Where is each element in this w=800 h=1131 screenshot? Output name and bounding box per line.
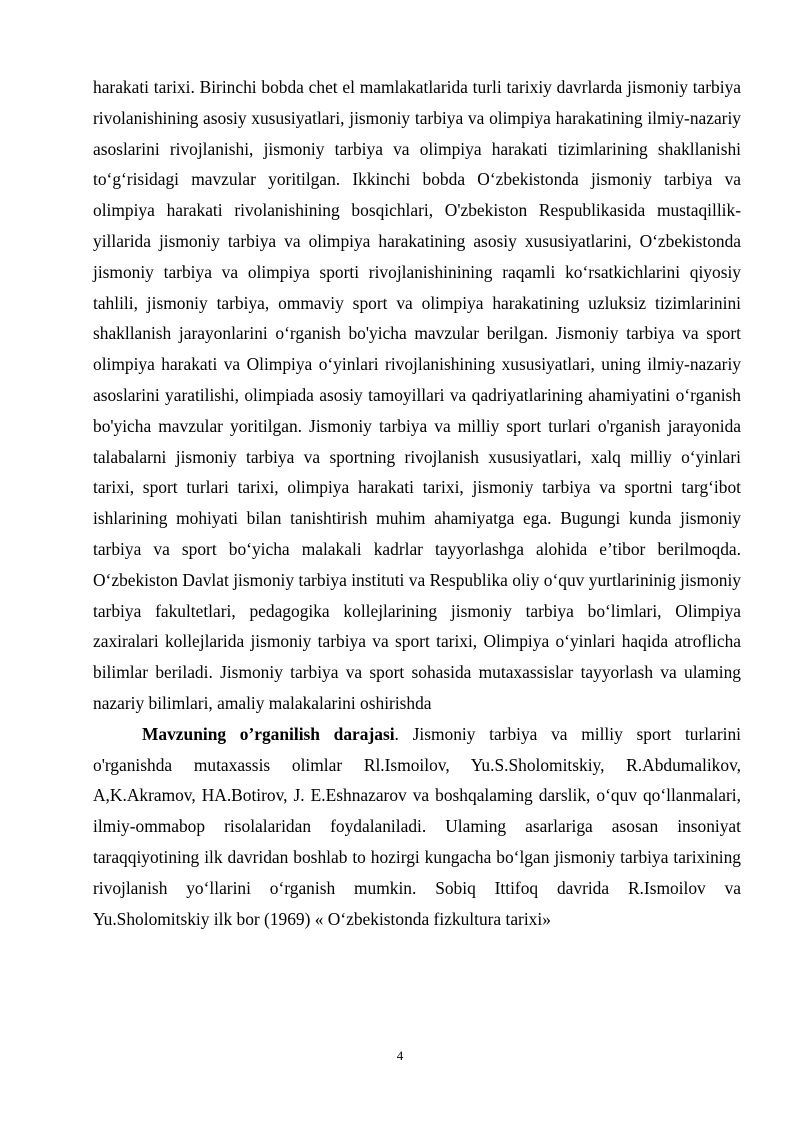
paragraph-lead-heading: Mavzuning o’rganilish darajasi [142,723,395,744]
body-text [93,72,741,934]
paragraph-text: harakati tarixi. Birinchi bobda chet el mamlakatlarida turli tarixiy davrlarda jismoniy tarbiya rivolanishining asosiy xususiyatlari, jismoniy tarbiya va olimpiya harakatining ilmiy-nazariy asoslarini rivojlanishi, jismoniy tarbiya va olimpiya harakati tizimlarining shakllanishi to‘g‘risidagi mavzular yoritilgan. Ikkinchi bobda O‘zbekistonda jismoniy tarbiya va olimpiya harakati rivolanishining bosqichlari, O'zbekiston Respublikasida mustaqillik-yillarida jismoniy tarbiya va olimpiya harakatining asosiy xususiyatlarini, O‘zbekistonda jismoniy tarbiya va olimpiya sporti rivojlanishinining raqamli ko‘rsatkichlarini qiyosiy tahlili, jismoniy tarbiya, ommaviy sport va olimpiya harakatining uzluksiz tizimlarinini shakllanish jarayonlarini o‘rganish bo'yicha mavzular berilgan. Jismoniy tarbiya va sport olimpiya harakati va Olimpiya o‘yinlari rivojlanishining xususiyatlari, uning ilmiy-nazariy asoslarini yaratilishi, olimpiada asosiy tamoyillari va qadriyatlarining ahamiyatini o‘rganish bo'yicha mavzular yoritilgan. Jismoniy tarbiya va milliy sport turlari o'rganish jarayonida talabalarni jismoniy tarbiya va sportning rivojlanish xususiyatlari, xalq milliy o‘yinlari tarixi, sport turlari tarixi, olimpiya harakati tarixi, jismoniy tarbiya va sportni targ‘ibot ishlarining mohiyati bilan tanishtirish muhim ahamiyatga ega. Bugungi kunda jismoniy tarbiya va sport bo‘yicha malakali kadrlar tayyorlashga alohida e’tibor berilmoqda. O‘zbekiston Davlat jismoniy tarbiya instituti va Respublika oliy o‘quv yurtlarininig jismoniy tarbiya fakultetlari, pedagogika kollejlarining jismoniy tarbiya bo‘limlari, Olimpiya zaxiralari kollejlarida jismoniy tarbiya va sport tarixi, Olimpiya o‘yinlari haqida atroflicha bilimlar beriladi. Jismoniy tarbiya va sport sohasida mutaxassislar tayyorlash va ulaming nazariy bilimlari, amaliy malakalarini oshirishda [93,77,741,713]
page-number: 4 [396,1048,404,1063]
paragraph-study-level [93,719,741,935]
paragraph-text: . Jismoniy tarbiya va milliy sport turlarini o'rganishda mutaxassis olimlar Rl.Ismoilov, Yu.S.Sholomitskiy, R.Abdumalikov, A,K.Akramov, HA.Botirov, J. E.Eshnazarov va boshqalaming darslik, o‘quv qo‘llanmalari, ilmiy-ommabop risolalaridan foydalaniladi. Ulaming asarlariga asosan insoniyat taraqqiyotining ilk davridan boshlab to hozirgi kungacha bo‘lgan jismoniy tarbiya tarixining rivojlanish yo‘llarini o‘rganish mumkin. Sobiq Ittifoq davrida R.Ismoilov va Yu.Sholomitskiy ilk bor (1969) « O‘zbekistonda fizkultura tarixi» [93,723,741,929]
paragraph-continuation [93,72,741,719]
